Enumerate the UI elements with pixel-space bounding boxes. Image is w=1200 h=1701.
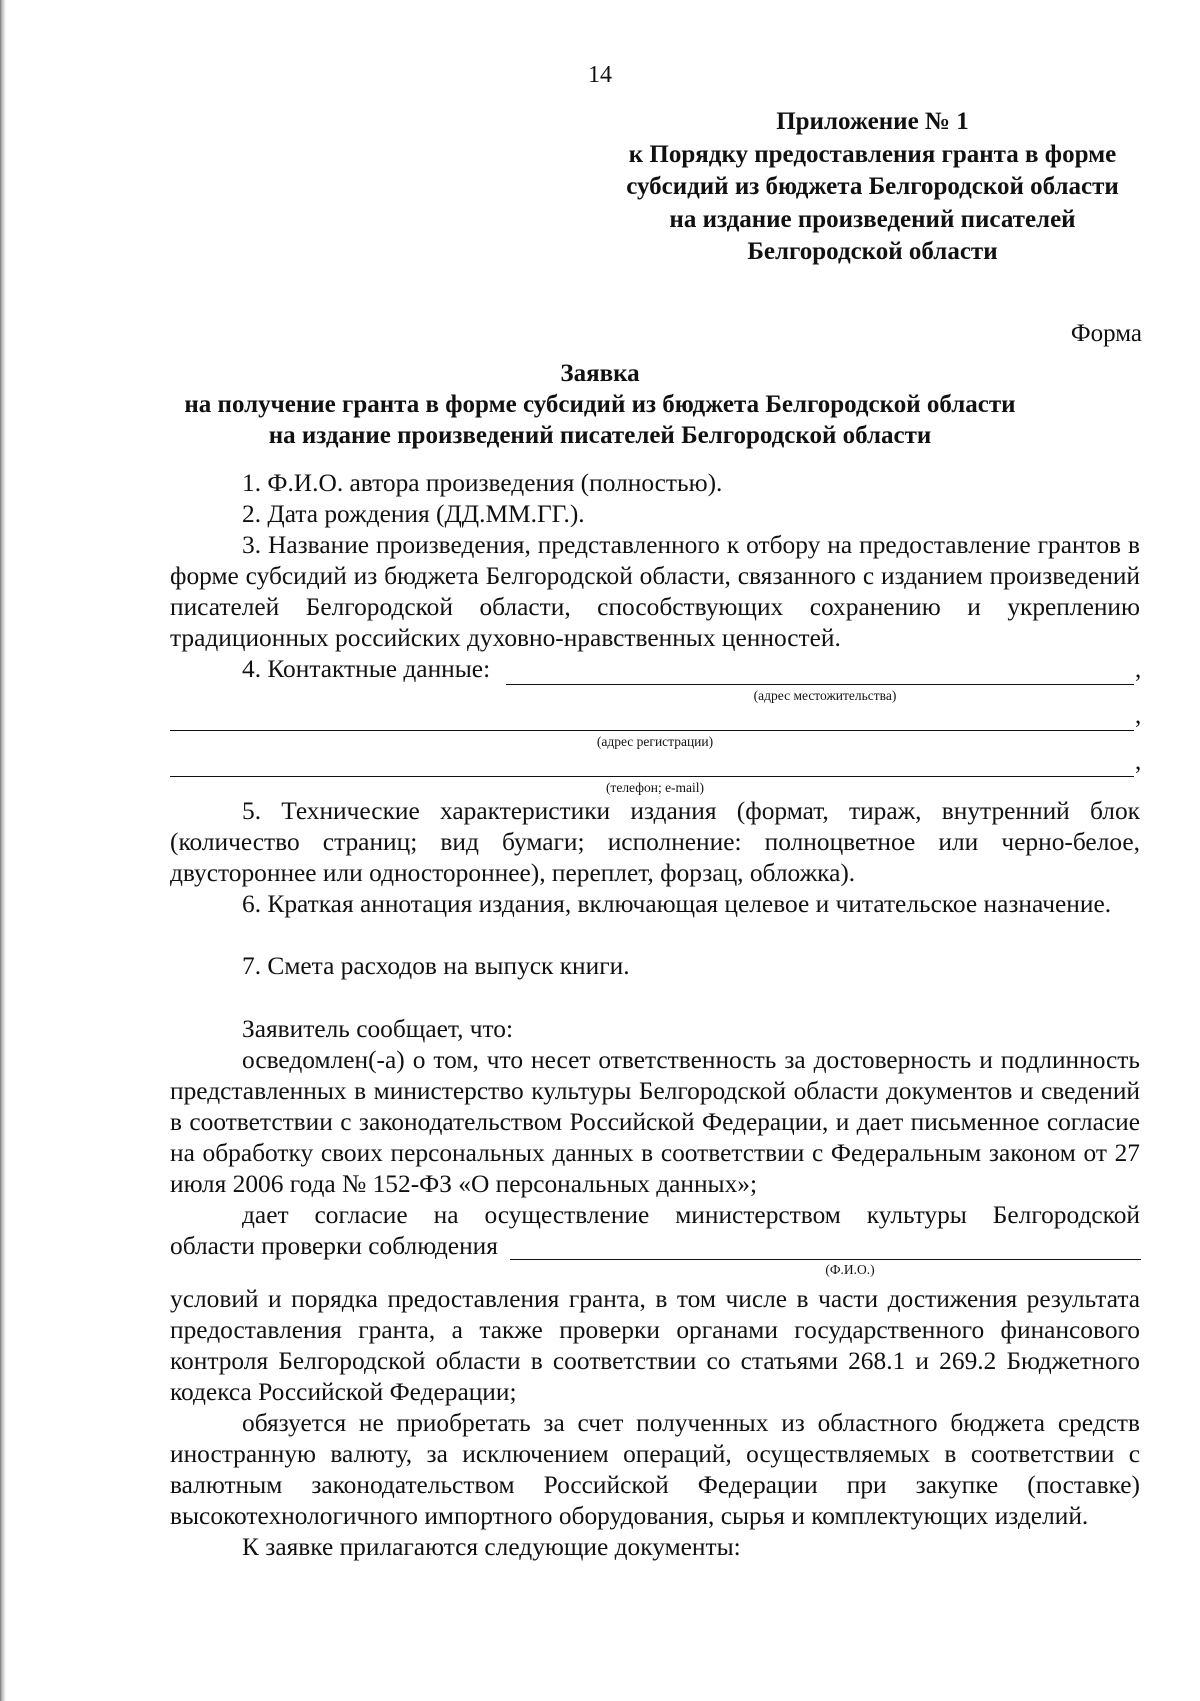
comma: , <box>1135 702 1142 729</box>
declaration-consent-line1: дает согласие на осуществление министерством культуры Белгородской <box>242 1201 1140 1229</box>
appendix-line: к Порядку предоставления гранта в форме <box>628 140 1117 168</box>
item-7: 7. Смета расходов на выпуск книги. <box>242 952 630 980</box>
registration-line <box>170 730 1134 731</box>
title-line: на получение гранта в форме субсидий из бюджета Белгородской области <box>184 391 1016 418</box>
item-1: 1. Ф.И.О. автора произведения (полностью). <box>242 469 723 497</box>
appendix-line: Приложение № 1 <box>776 108 969 135</box>
fio-line <box>510 1259 1141 1260</box>
item-6: 6. Краткая аннотация издания, включающая целевое и читательское назначение. <box>242 890 1112 918</box>
form-label: Форма <box>1070 320 1142 347</box>
address-caption: (адрес местожительства) <box>753 688 897 703</box>
scan-edge <box>0 0 6 1701</box>
phone-line <box>170 776 1134 777</box>
declaration-currency: обязуется не приобретать за счет полученных из областного бюджета средств иностранную валюту, за исключением операций, осуществляемых в соответствии с валютным законодательством Российской Федерации при закупке (поставке) высокотехнологичного импортного оборудования, сырья и комплектующих изделий. <box>170 1409 1140 1530</box>
comma: , <box>1135 656 1142 683</box>
item-2: 2. Дата рождения (ДД.ММ.ГГ.). <box>242 500 585 528</box>
fio-caption: (Ф.И.О.) <box>825 1262 875 1277</box>
comma: , <box>1135 748 1142 775</box>
phone-caption: (телефон; e-mail) <box>605 780 705 795</box>
attachments-label: К заявке прилагаются следующие документы: <box>242 1533 741 1561</box>
declaration-conditions: условий и порядка предоставления гранта, в том числе в части достижения результата предоставления гранта, а также проверки органами государственного финансового контроля Белгородской области в соответствии со статьями 268.1 и 269.2 Бюджетного кодекса Российской Федерации; <box>170 1285 1140 1406</box>
item-5: 5. Технические характеристики издания (формат, тираж, внутренний блок (количество страниц; вид бумаги; исполнение: полноцветное или черно-белое, двустороннее или одностороннее), переплет, форзац, обложка). <box>170 797 1140 887</box>
declaration-awareness: осведомлен(-а) о том, что несет ответственность за достоверность и подлинность представленных в министерство культуры Белгородской области документов и сведений в соответствии с законодательством Российской Федерации, и дает письменное согласие на обработку своих персональных данных в соответствии с Федеральным законом от 27 июля 2006 года № 152-ФЗ «О персональных данных»; <box>170 1046 1140 1198</box>
declaration-consent-line2: области проверки соблюдения <box>170 1232 498 1260</box>
title-line: Заявка <box>560 360 640 387</box>
page-number: 14 <box>588 62 612 88</box>
address-line <box>506 684 1134 685</box>
item-3: 3. Название произведения, представленного к отбору на предоставление грантов в форме субсидий из бюджета Белгородской области, связанного с изданием произведений писателей Белгородской области, способствующих сохранению и укреплению традиционных российских духовно-нравственных ценностей. <box>170 531 1140 652</box>
title-line: на издание произведений писателей Белгородской области <box>268 422 932 449</box>
declaration-intro: Заявитель сообщает, что: <box>242 1015 514 1043</box>
document-title <box>0 358 1200 451</box>
item-4-label: 4. Контактные данные: <box>242 655 491 683</box>
appendix-line: субсидий из бюджета Белгородской области <box>626 173 1119 200</box>
appendix-line: Белгородской области <box>747 238 998 265</box>
appendix-line: на издание произведений писателей <box>669 205 1076 233</box>
appendix-header <box>600 106 1145 269</box>
registration-caption: (адрес регистрации) <box>596 734 714 749</box>
